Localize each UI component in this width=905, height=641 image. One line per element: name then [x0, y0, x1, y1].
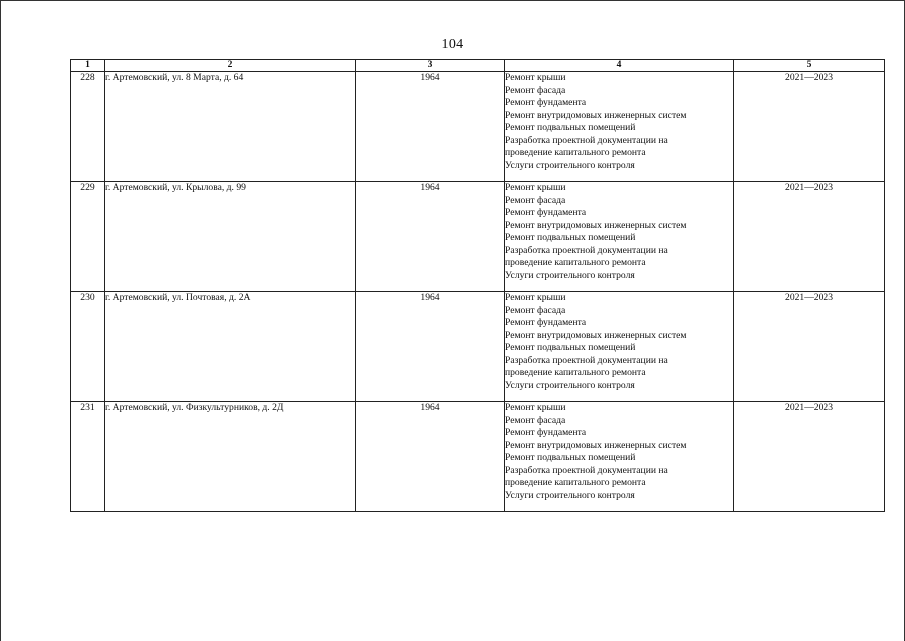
- column-header: 2: [105, 60, 356, 72]
- build-year-cell: 1964: [356, 402, 505, 512]
- table-row: [71, 292, 885, 402]
- works-cell: [505, 402, 734, 512]
- work-item: Услуги строительного контроля: [505, 269, 635, 281]
- work-item: Ремонт фасада: [505, 84, 566, 96]
- address-cell: г. Артемовский, ул. Физкультурников, д. 2Д: [105, 402, 356, 512]
- build-year-cell: 1964: [356, 182, 505, 292]
- work-item: Разработка проектной документации на: [505, 354, 668, 366]
- period-cell: 2021—2023: [734, 182, 885, 292]
- work-item: Ремонт внутридомовых инженерных систем: [505, 219, 687, 231]
- work-item: Ремонт подвальных помещений: [505, 232, 636, 243]
- work-item: Ремонт крыши: [505, 402, 566, 413]
- repair-schedule-table: [70, 59, 885, 512]
- period-cell: 2021—2023: [734, 72, 885, 182]
- work-item: Ремонт фундамента: [505, 207, 587, 218]
- column-header: 1: [71, 60, 105, 72]
- table-row: [71, 72, 885, 182]
- work-item: Ремонт подвальных помещений: [505, 342, 636, 353]
- work-item: Ремонт крыши: [505, 292, 566, 303]
- works-cell: [505, 72, 734, 182]
- work-item: Ремонт внутридомовых инженерных систем: [505, 439, 687, 451]
- build-year-cell: 1964: [356, 292, 505, 402]
- page-number: 104: [441, 37, 464, 52]
- work-item: проведение капитального ремонта: [505, 367, 646, 378]
- column-header: 3: [356, 60, 505, 72]
- work-item: Ремонт подвальных помещений: [505, 452, 636, 463]
- work-item: Ремонт крыши: [505, 72, 566, 83]
- work-item: Разработка проектной документации на: [505, 464, 668, 476]
- build-year-cell: 1964: [356, 72, 505, 182]
- period-cell: 2021—2023: [734, 292, 885, 402]
- work-item: Ремонт фасада: [505, 194, 566, 206]
- header-row: [71, 60, 885, 72]
- works-cell: [505, 292, 734, 402]
- work-item: Ремонт подвальных помещений: [505, 122, 636, 133]
- row-number: 228: [71, 72, 105, 182]
- work-item: Услуги строительного контроля: [505, 379, 635, 391]
- table-row: [71, 182, 885, 292]
- address-cell: г. Артемовский, ул. Крылова, д. 99: [105, 182, 356, 292]
- work-item: Услуги строительного контроля: [505, 159, 635, 171]
- table-row: [71, 402, 885, 512]
- row-number: 230: [71, 292, 105, 402]
- row-number: 231: [71, 402, 105, 512]
- work-item: Ремонт крыши: [505, 182, 566, 193]
- address-cell: г. Артемовский, ул. Почтовая, д. 2А: [105, 292, 356, 402]
- work-item: проведение капитального ремонта: [505, 257, 646, 268]
- work-item: Ремонт внутридомовых инженерных систем: [505, 109, 687, 121]
- work-item: Ремонт фасада: [505, 304, 566, 316]
- work-item: Разработка проектной документации на: [505, 244, 668, 256]
- column-header: 5: [734, 60, 885, 72]
- row-number: 229: [71, 182, 105, 292]
- work-item: Ремонт фундамента: [505, 317, 587, 328]
- address-cell: г. Артемовский, ул. 8 Марта, д. 64: [105, 72, 356, 182]
- work-item: Разработка проектной документации на: [505, 134, 668, 146]
- work-item: проведение капитального ремонта: [505, 147, 646, 158]
- work-item: Услуги строительного контроля: [505, 489, 635, 501]
- work-item: Ремонт внутридомовых инженерных систем: [505, 329, 687, 341]
- work-item: проведение капитального ремонта: [505, 477, 646, 488]
- period-cell: 2021—2023: [734, 402, 885, 512]
- column-header: 4: [505, 60, 734, 72]
- work-item: Ремонт фундамента: [505, 427, 587, 438]
- work-item: Ремонт фасада: [505, 414, 566, 426]
- works-cell: [505, 182, 734, 292]
- work-item: Ремонт фундамента: [505, 97, 587, 108]
